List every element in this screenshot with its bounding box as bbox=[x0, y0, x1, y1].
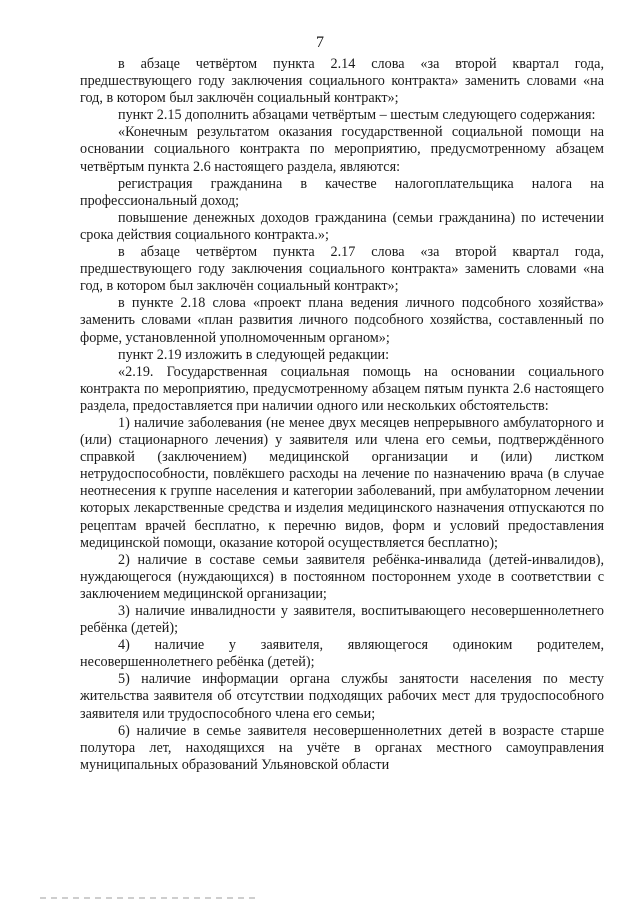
list-item: 6) наличие в семье заявителя несовершеннолетних детей в возрасте старше полутора лет, находящихся на учёте в органах местного самоуправления муниципальных образований Ульяновской области bbox=[80, 722, 604, 773]
list-item: 2) наличие в составе семьи заявителя ребёнка-инвалида (детей-инвалидов), нуждающегося (нуждающихся) в постоянном постороннем уходе в соответствии с заключением медицинской организации; bbox=[80, 551, 604, 602]
page-number: 7 bbox=[316, 34, 324, 51]
paragraph: в абзаце четвёртом пункта 2.17 слова «за второй квартал года, предшествующего году заключения социального контракта» заменить словами «на год, в котором был заключён социальный контракт»; bbox=[80, 244, 604, 295]
scan-edge-artifact bbox=[40, 897, 260, 899]
paragraph: пункт 2.15 дополнить абзацами четвёртым – шестым следующего содержания: bbox=[118, 107, 596, 124]
list-item: 5) наличие информации органа службы занятости населения по месту жительства заявителя об отсутствии подходящих рабочих мест для трудоспособного заявителя или трудоспособного члена его семьи; bbox=[80, 671, 604, 722]
paragraph: в абзаце четвёртом пункта 2.14 слова «за второй квартал года, предшествующего году заключения социального контракта» заменить словами «на год, в котором был заключён социальный контракт»; bbox=[80, 56, 604, 107]
list-item: 4) наличие у заявителя, являющегося одиноким родителем, несовершеннолетнего ребёнка (детей); bbox=[80, 637, 604, 671]
paragraph: регистрация гражданина в качестве налогоплательщика налога на профессиональный доход; bbox=[80, 175, 604, 209]
document-body bbox=[80, 56, 604, 774]
paragraph: пункт 2.19 изложить в следующей редакции: bbox=[118, 346, 390, 363]
list-item: 1) наличие заболевания (не менее двух месяцев непрерывного амбулаторного и (или) стационарного лечения) у заявителя или члена его семьи, подтверждённого справкой (заключением) медицинской организации и (или) листком нетрудоспособности, повлёкшего расходы на лечение по назначению врача (в случае неотнесения к группе населения и категории заболеваний, при амбулаторном лечении которых лекарственные средства и изделия медицинского назначения отпускаются по рецептам врачей бесплатно, к перечню видов, форм и условий предоставления медицинской помощи, оказание которой осуществляется бесплатно); bbox=[80, 414, 604, 551]
paragraph: повышение денежных доходов гражданина (семьи гражданина) по истечении срока действия социального контракта.»; bbox=[80, 209, 604, 243]
paragraph: «Конечным результатом оказания государственной социальной помощи на основании социального контракта по мероприятию, предусмотренному абзацем четвёртым пункта 2.6 настоящего раздела, являются: bbox=[80, 124, 604, 175]
paragraph: в пункте 2.18 слова «проект плана ведения личного подсобного хозяйства» заменить словами «план развития личного подсобного хозяйства, составленный по форме, установленной уполномоченным органом»; bbox=[80, 295, 604, 346]
list-item: 3) наличие инвалидности у заявителя, воспитывающего несовершеннолетнего ребёнка (детей); bbox=[80, 603, 604, 637]
paragraph: «2.19. Государственная социальная помощь на основании социального контракта по мероприятию, предусмотренному абзацем пятым пункта 2.6 настоящего раздела, предоставляется при наличии одного или нескольких обстоятельств: bbox=[80, 363, 604, 414]
